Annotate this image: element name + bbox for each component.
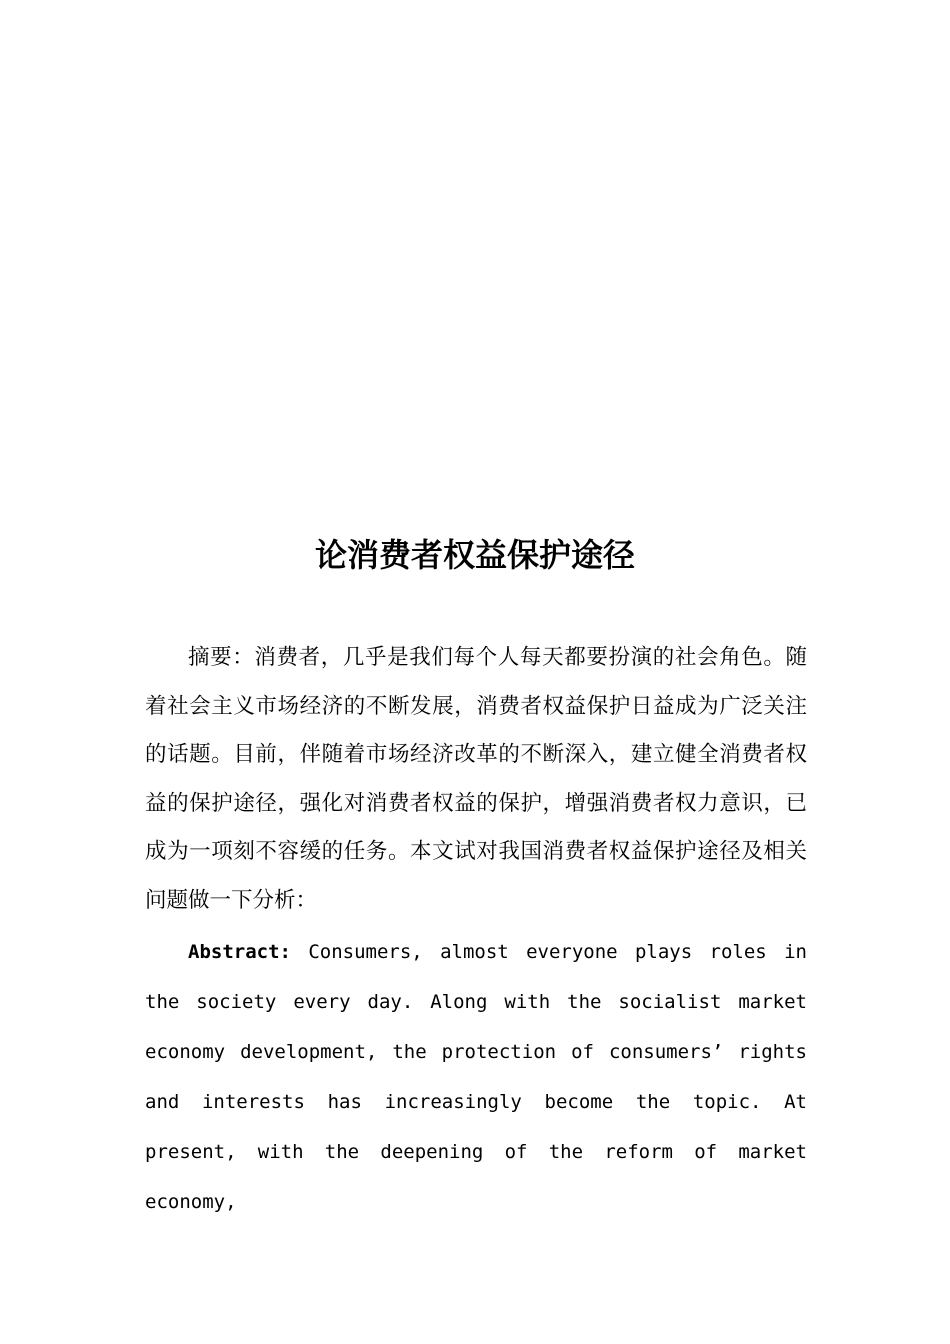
english-abstract	[145, 927, 807, 1227]
document-title: 论消费者权益保护途径	[314, 536, 635, 574]
english-abstract-label: Abstract:	[188, 941, 291, 963]
chinese-abstract: 摘要：消费者，几乎是我们每个人每天都要扮演的社会角色。随着社会主义市场经济的不断发展，消费者权益保护日益成为广泛关注的话题。目前，伴随着市场经济改革的不断深入，建立健全消费者权益的保护途径，强化对消费者权益的保护，增强消费者权力意识，已成为一项刻不容缓的任务。本文试对我国消费者权益保护途径及相关问题做一下分析：	[145, 645, 807, 913]
english-abstract-text: Consumers, almost everyone plays roles in the society every day. Along with the socialist market economy development, the protection of consumers’ rights and interests has increasingly become the topic. At present, with the deepening of the reform of market economy,	[145, 941, 807, 1213]
